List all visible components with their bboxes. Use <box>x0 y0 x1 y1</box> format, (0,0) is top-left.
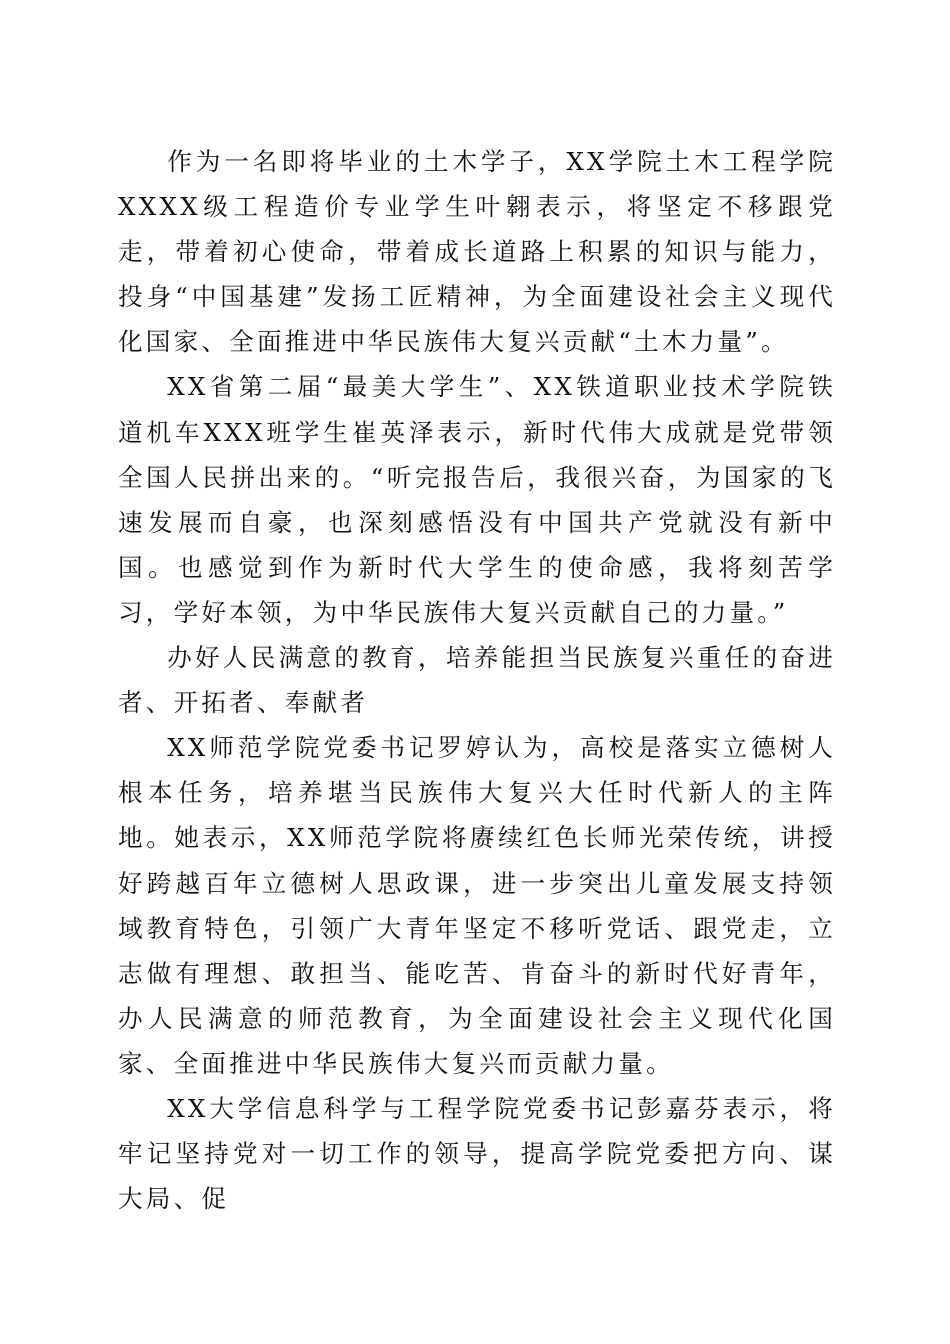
paragraph-railway-student: XX省第二届“最美大学生”、XX铁道职业技术学院铁道机车XXX班学生崔英泽表示，新时代伟大成就是党带领全国人民拼出来的。“听完报告后，我很兴奋，为国家的飞速发展而自豪，也深刻感悟没有中国共产党就没有新中国。也感觉到作为新时代大学生的使命感，我将刻苦学习，学好本领，为中华民族伟大复兴贡献自己的力量。” <box>118 372 836 627</box>
paragraph-normal-college-secretary: XX师范学院党委书记罗婷认为，高校是落实立德树人根本任务，培养堪当民族伟大复兴大任时代新人的主阵地。她表示，XX师范学院将赓续红色长师光荣传统，讲授好跨越百年立德树人思政课，进一步突出儿童发展支持领域教育特色，引领广大青年坚定不移听党话、跟党走，立志做有理想、敢担当、能吃苦、肯奋斗的新时代好青年，办人民满意的师范教育，为全面建设社会主义现代化国家、全面推进中华民族伟大复兴而贡献力量。 <box>118 733 836 1078</box>
document-body <box>118 139 836 1221</box>
paragraph-civil-engineering-student: 作为一名即将毕业的土木学子，XX学院土木工程学院XXXX级工程造价专业学生叶翱表示，将坚定不移跟党走，带着初心使命，带着成长道路上积累的知识与能力，投身“中国基建”发扬工匠精神，为全面建设社会主义现代化国家、全面推进中华民族伟大复兴贡献“土木力量”。 <box>118 147 836 357</box>
section-heading-education: 办好人民满意的教育，培养能担当民族复兴重任的奋进者、开拓者、奉献者 <box>118 643 836 718</box>
paragraph-university-secretary: XX大学信息科学与工程学院党委书记彭嘉芬表示，将牢记坚持党对一切工作的领导，提高学院党委把方向、谋大局、促 <box>118 1093 836 1214</box>
